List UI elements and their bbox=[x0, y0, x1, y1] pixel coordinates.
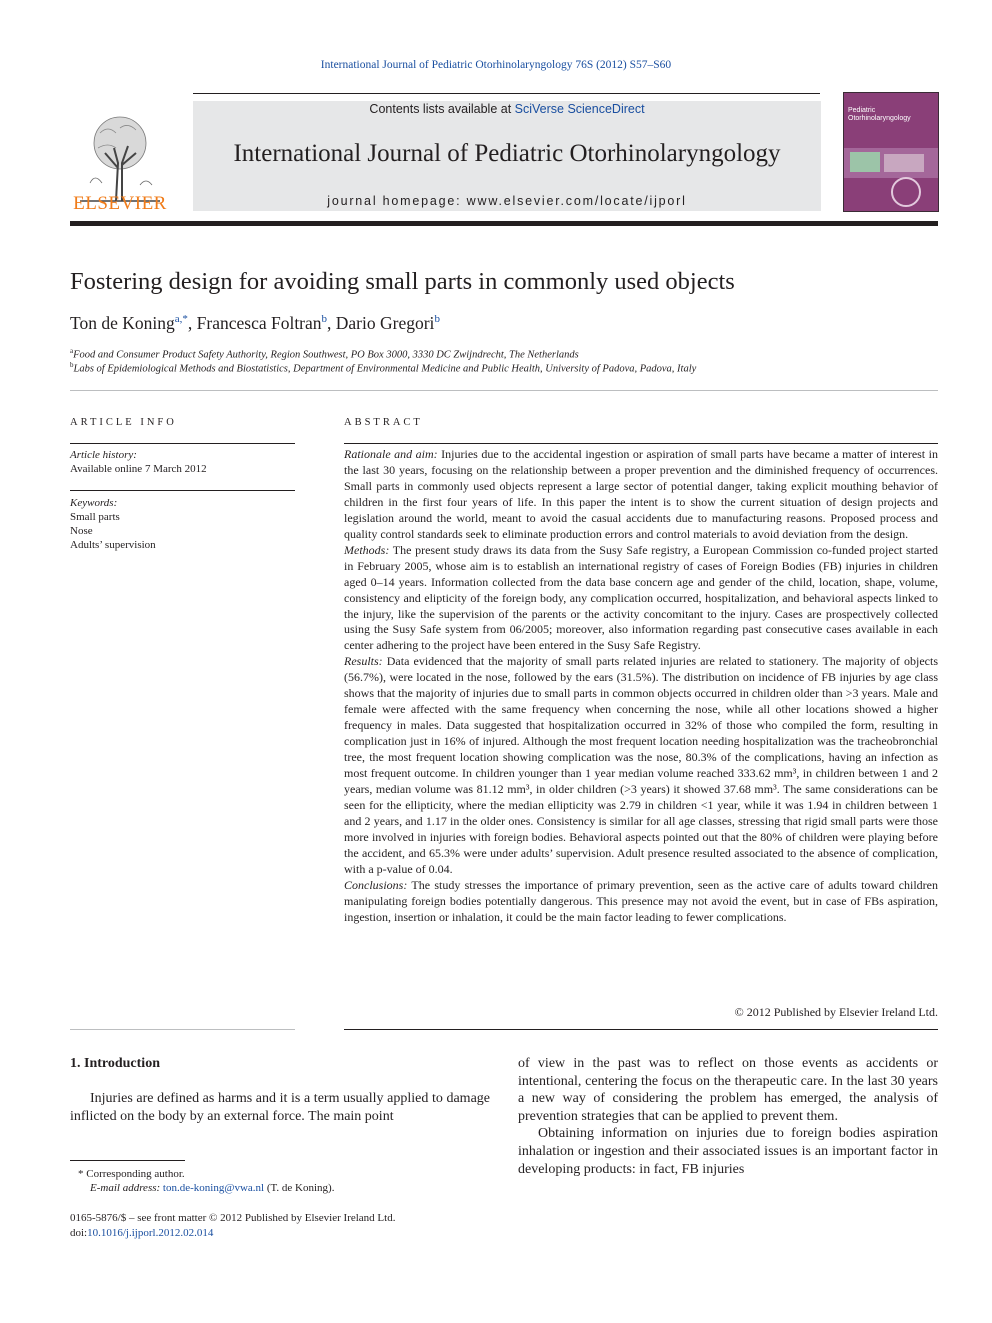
author-separator: , bbox=[187, 313, 197, 333]
abstract-body bbox=[344, 447, 938, 926]
abstract-section-label: Conclusions: bbox=[344, 877, 408, 892]
keywords-label: Keywords: bbox=[70, 497, 118, 509]
journal-name: International Journal of Pediatric Otorhinolaryngology bbox=[233, 140, 781, 167]
intro-paragraph: Obtaining information on injuries due to foreign bodies aspiration inhalation or ingestion and their associated issues is an important factor in developing products: in fact, FB injuries bbox=[518, 1126, 938, 1177]
abstract-section-label: Rationale and aim: bbox=[344, 447, 438, 461]
info-bottom-rule bbox=[70, 1029, 295, 1030]
sciencedirect-link[interactable]: SciVerse ScienceDirect bbox=[514, 102, 645, 116]
abstract-section bbox=[344, 654, 938, 877]
doi-line bbox=[70, 1226, 213, 1241]
front-matter: 0165-5876/$ – see front matter © 2012 Published by Elsevier Ireland Ltd. bbox=[70, 1212, 396, 1224]
abstract-section-text: The present study draws its data from the Susy Safe registry, a European Commission co-funded project started in February 2005, whose aim is to establish an international registry of cases of Foreign Bodies (FB) injuries in children aged 0–14 years. Information collected from the data base concern age and gender of the child, location, shape, volume, consistency and elipticity of the foreign body, any complication occurred, hospitalization, and behavioral aspects linked to the injury, like the supervision of the parents or the activity concomitant to the injury. Cases are prospectively collected using the Susy Safe system from 06/2005; moreover, also information regarding past consecutive cases available in each center adhering to the project have been entered in the Susy Safe Registry. bbox=[344, 542, 938, 653]
cover-graphic bbox=[844, 148, 938, 211]
email-link[interactable]: ton.de-koning@vwa.nl bbox=[162, 1182, 265, 1194]
author-name[interactable]: Ton de Koning bbox=[70, 313, 175, 333]
abstract-section-text: The study stresses the importance of primary prevention, seen as the active care of adults toward children manipulating foreign bodies potentially dangerous. This presence may not avoid the event, but in case of FBs aspiration, ingestion, insertion or inhalation, it could be the main factor leading to fewer complications. bbox=[344, 877, 938, 924]
affiliation-text: Food and Consumer Product Safety Authority, Region Southwest, PO Box 3000, 3330 DC Zwijndrecht, The Netherlands bbox=[73, 349, 579, 361]
abstract-section-label: Methods: bbox=[344, 542, 390, 557]
email-footnote bbox=[90, 1181, 334, 1196]
abstract-section bbox=[344, 543, 938, 655]
abstract-section bbox=[344, 447, 938, 543]
affiliation bbox=[70, 347, 938, 361]
email-label: E-mail address: bbox=[90, 1182, 161, 1194]
abstract-section-label: Results: bbox=[344, 654, 383, 669]
header-bottom-rule bbox=[70, 221, 938, 226]
affiliation-mark: b bbox=[70, 361, 74, 369]
journal-cover-thumbnail[interactable] bbox=[843, 92, 939, 212]
footnote-mark: * bbox=[78, 1168, 84, 1180]
abstract-top-rule bbox=[344, 443, 938, 444]
title-divider bbox=[70, 390, 938, 391]
affiliation-mark: a bbox=[70, 347, 74, 355]
article-info-heading: ARTICLE INFO bbox=[70, 417, 177, 428]
keyword: Adults’ supervision bbox=[70, 539, 156, 551]
header-top-rule bbox=[193, 93, 820, 94]
author-name[interactable]: Francesca Foltran bbox=[196, 313, 322, 333]
journal-homepage[interactable]: journal homepage: www.elsevier.com/locate/ijporl bbox=[327, 194, 687, 208]
abstract-heading: ABSTRACT bbox=[344, 417, 423, 428]
contents-prefix: Contents lists available at bbox=[369, 102, 515, 116]
intro-right-column bbox=[518, 1055, 938, 1178]
article-history bbox=[70, 448, 295, 476]
intro-paragraph: of view in the past was to reflect on those events as accidents or intentional, centering the focus on the therapeutic care. In the last 30 years a new way of considering the problem has emerged, the analysis of prevention strategies that can be applied to prevent them. bbox=[518, 1056, 938, 1124]
journal-citation[interactable]: International Journal of Pediatric Otorhinolaryngology 76S (2012) S57–S60 bbox=[320, 59, 672, 71]
article-title: Fostering design for avoiding small parts in commonly used objects bbox=[70, 268, 735, 295]
article-info-rule bbox=[70, 443, 295, 444]
abstract-section bbox=[344, 878, 938, 926]
abstract-copyright: © 2012 Published by Elsevier Ireland Ltd. bbox=[734, 1005, 938, 1019]
intro-left-column bbox=[70, 1090, 490, 1125]
history-value: Available online 7 March 2012 bbox=[70, 463, 207, 475]
doi-link[interactable]: 10.1016/j.ijporl.2012.02.014 bbox=[87, 1227, 214, 1239]
footnote-rule bbox=[70, 1160, 185, 1161]
author-separator: , bbox=[327, 313, 336, 333]
abstract-section-text: Data evidenced that the majority of small parts related injuries are related to stationery. The majority of objects (56.7%), were located in the nose, followed by the ears (31.5%). The distribution on incidence of FB injuries by age class shows that the majority of injuries due to small parts in common objects occurred in children older than >3 years. Male and female were affected with the same frequency when concerning the nose, while all other locations showed a higher frequency in males. Data suggested that hospitalization occurred in 32% of those who compiled the form, resulting in complication just in 16% of injured. Although the most frequent location needing hospitalization was the tracheobronchial tree, the most frequent location showing complication was the nose, 80.3% of the complications, having an infection as most frequent outcome. In children younger than 1 year median volume reached 333.62 mm³, in children between 1 and 2 years, median volume was 81.12 mm³, in older children (>3 years) it showed 37.68 mm³. The same considerations can be seen for the ellipticity, where the median ellipticity was 2.79 in children <1 year, while it was 1.94 in children between 1 and 2 years, and 1.17 in the older ones. Consistency is similar for all age classes, stressing that rigid small parts were those more involved in injuries with foreign bodies. Behavioral aspects pointed out that the 80% of children were playing before the accident, and 65.3% were under adults’ supervision. Adult presence resulted associated to the absence of complication, with a p-value of 0.04. bbox=[344, 654, 938, 876]
introduction-heading: 1. Introduction bbox=[70, 1056, 160, 1071]
cover-title: Pediatric Otorhinolaryngology bbox=[848, 107, 911, 122]
corresponding-footnote bbox=[78, 1167, 185, 1182]
author-affiliation-mark[interactable]: a,* bbox=[174, 313, 188, 326]
keyword: Nose bbox=[70, 525, 93, 537]
keyword: Small parts bbox=[70, 511, 120, 523]
author-affiliation-mark[interactable]: b bbox=[434, 313, 440, 326]
affiliation-text: Labs of Epidemiological Methods and Biostatistics, Department of Environmental Medicine and Public Health, University of Padova, Padova, Italy bbox=[73, 363, 697, 375]
keywords-block bbox=[70, 496, 295, 552]
keywords-rule bbox=[70, 490, 295, 491]
author-list bbox=[70, 313, 938, 334]
email-suffix: (T. de Koning). bbox=[266, 1182, 335, 1194]
abstract-section-text: Injuries due to the accidental ingestion or aspiration of small parts have became a matter of interest in the last 30 years, focusing on the relationship between a proper prevention and the diminished frequency of occurrences. Small parts in commonly used objects represent a large sector of potential danger, taking explicit mouthing behavior of children in the first four years of life. In this paper the intent is to show the current situation of design projects and legislation around the world, meant to avoid the casual accidents due to manufacturing reasons. Proposed process and quality control standards seek to eliminate production errors and control materials to avoid deviation from the design. bbox=[344, 447, 938, 541]
history-label: Article history: bbox=[70, 449, 137, 461]
corresponding-text: Corresponding author. bbox=[86, 1168, 185, 1180]
contents-line bbox=[193, 102, 821, 116]
author-name[interactable]: Dario Gregori bbox=[335, 313, 435, 333]
affiliation bbox=[70, 361, 938, 375]
abstract-bottom-rule bbox=[344, 1029, 938, 1030]
author-affiliation-mark[interactable]: b bbox=[321, 313, 328, 326]
intro-paragraph: Injuries are defined as harms and it is a term usually applied to damage inflicted on the body by an external force. The main point bbox=[70, 1091, 490, 1124]
doi-label: doi: bbox=[70, 1227, 88, 1239]
elsevier-wordmark: ELSEVIER bbox=[73, 193, 167, 214]
